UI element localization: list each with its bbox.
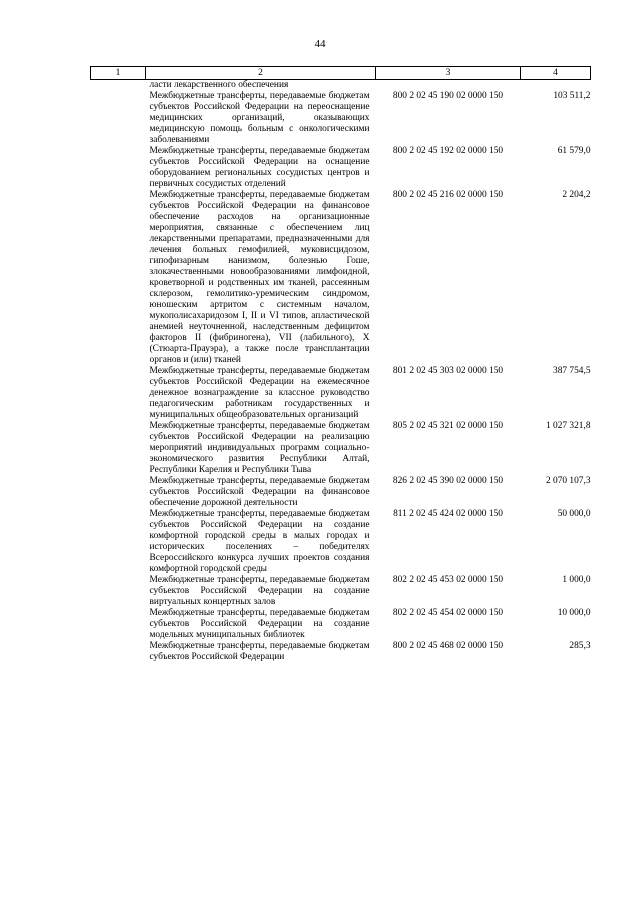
row-budget-code: 800 2 02 45 216 02 0000 150 (392, 190, 504, 200)
row-amount: 2 070 107,3 (545, 476, 591, 486)
row-description: ласти лекарственного обеспечения (149, 80, 289, 90)
column-header-2: 2 (146, 67, 376, 80)
row-budget-code: 826 2 02 45 390 02 0000 150 (392, 476, 504, 486)
table-row (91, 641, 591, 663)
row-description: Межбюджетные трансферты, передаваемые бюджетам субъектов Российской Федерации на ежемесячное денежное вознаграждение за классное руководство педагогическим работникам государственных и муниципальных общеобразовательных организаций (149, 366, 370, 420)
row-index-cell (91, 608, 146, 641)
row-description: Межбюджетные трансферты, передаваемые бюджетам субъектов Российской Федерации на оснащение оборудованием региональных сосудистых центров и первичных сосудистых отделений (149, 146, 370, 189)
row-budget-code: 800 2 02 45 468 02 0000 150 (392, 641, 504, 651)
row-budget-code: 800 2 02 45 190 02 0000 150 (392, 91, 504, 101)
table-row (91, 80, 591, 92)
row-index-cell (91, 421, 146, 476)
table-header-row (91, 67, 591, 80)
row-index-cell (91, 146, 146, 190)
column-header-4: 4 (521, 67, 591, 80)
row-budget-code: 802 2 02 45 454 02 0000 150 (392, 608, 504, 618)
row-budget-code: 800 2 02 45 192 02 0000 150 (392, 146, 504, 156)
row-index-cell (91, 575, 146, 608)
row-index-cell (91, 476, 146, 509)
budget-table (90, 66, 591, 663)
row-index-cell (91, 641, 146, 663)
row-amount: 103 511,2 (553, 91, 591, 101)
row-amount: 10 000,0 (557, 608, 591, 618)
column-header-3: 3 (376, 67, 521, 80)
row-budget-code: 802 2 02 45 453 02 0000 150 (392, 575, 504, 585)
row-description: Межбюджетные трансферты, передаваемые бюджетам субъектов Российской Федерации на финансовое обеспечение расходов на организационные мероприятия, связанные с обеспечением лиц лекарственными препаратами, предназначенными для лечения больных гемофилией, муковисцидозом, гипофизарным нанизмом, болезнью Гоше, злокачественными новообразованиями лимфоидной, кроветворной и родственных им тканей, рассеянным склерозом, гемолитико-уремическим синдромом, юношеским артритом с системным началом, мукополисахаридозом I, II и VI типов, апластической анемией неуточненной, наследственным дефицитом факторов II (фибриногена), VII (лабильного), X (Стюарта-Прауэра), а также после трансплантации органов и (или) тканей (149, 190, 370, 365)
row-description: Межбюджетные трансферты, передаваемые бюджетам субъектов Российской Федерации на реализацию мероприятий индивидуальных программ социально-экономического развития Республики Алтай, Республики Карелия и Республики Тыва (149, 421, 370, 475)
row-budget-code: 805 2 02 45 321 02 0000 150 (392, 421, 504, 431)
row-description: Межбюджетные трансферты, передаваемые бюджетам субъектов Российской Федерации на создание комфортной городской среды в малых городах и исторических поселениях – победителях Всероссийского конкурса лучших проектов создания комфортной городской среды (149, 509, 370, 574)
row-index-cell (91, 190, 146, 366)
table-row (91, 146, 591, 190)
row-amount: 1 000,0 (562, 575, 591, 585)
row-amount: 285,3 (569, 641, 591, 651)
table-row (91, 608, 591, 641)
row-index-cell (91, 80, 146, 92)
table-row (91, 190, 591, 366)
row-amount: 50 000,0 (557, 509, 591, 519)
table-row (91, 366, 591, 421)
table-row (91, 509, 591, 575)
row-budget-code (376, 80, 521, 92)
row-index-cell (91, 509, 146, 575)
page-number: 44 (314, 38, 326, 50)
row-index-cell (91, 91, 146, 146)
table-row (91, 91, 591, 146)
table-row (91, 476, 591, 509)
row-amount: 2 204,2 (562, 190, 591, 200)
row-index-cell (91, 366, 146, 421)
row-amount: 61 579,0 (557, 146, 591, 156)
table-row (91, 575, 591, 608)
column-header-1: 1 (91, 67, 146, 80)
row-amount: 1 027 321,8 (545, 421, 591, 431)
row-description: Межбюджетные трансферты, передаваемые бюджетам субъектов Российской Федерации на создание виртуальных концертных залов (149, 575, 370, 607)
row-budget-code: 801 2 02 45 303 02 0000 150 (392, 366, 504, 376)
table-row (91, 421, 591, 476)
row-description: Межбюджетные трансферты, передаваемые бюджетам субъектов Российской Федерации на создание модельных муниципальных библиотек (149, 608, 370, 640)
row-budget-code: 811 2 02 45 424 02 0000 150 (393, 509, 503, 519)
row-description: Межбюджетные трансферты, передаваемые бюджетам субъектов Российской Федерации (149, 641, 370, 662)
row-amount (521, 80, 591, 92)
row-description: Межбюджетные трансферты, передаваемые бюджетам субъектов Российской Федерации на финансовое обеспечение дорожной деятельности (149, 476, 370, 508)
row-description: Межбюджетные трансферты, передаваемые бюджетам субъектов Российской Федерации на переоснащение медицинских организаций, оказывающих медицинскую помощь больным с онкологическими заболеваниями (149, 91, 370, 145)
row-amount: 387 754,5 (553, 366, 591, 376)
